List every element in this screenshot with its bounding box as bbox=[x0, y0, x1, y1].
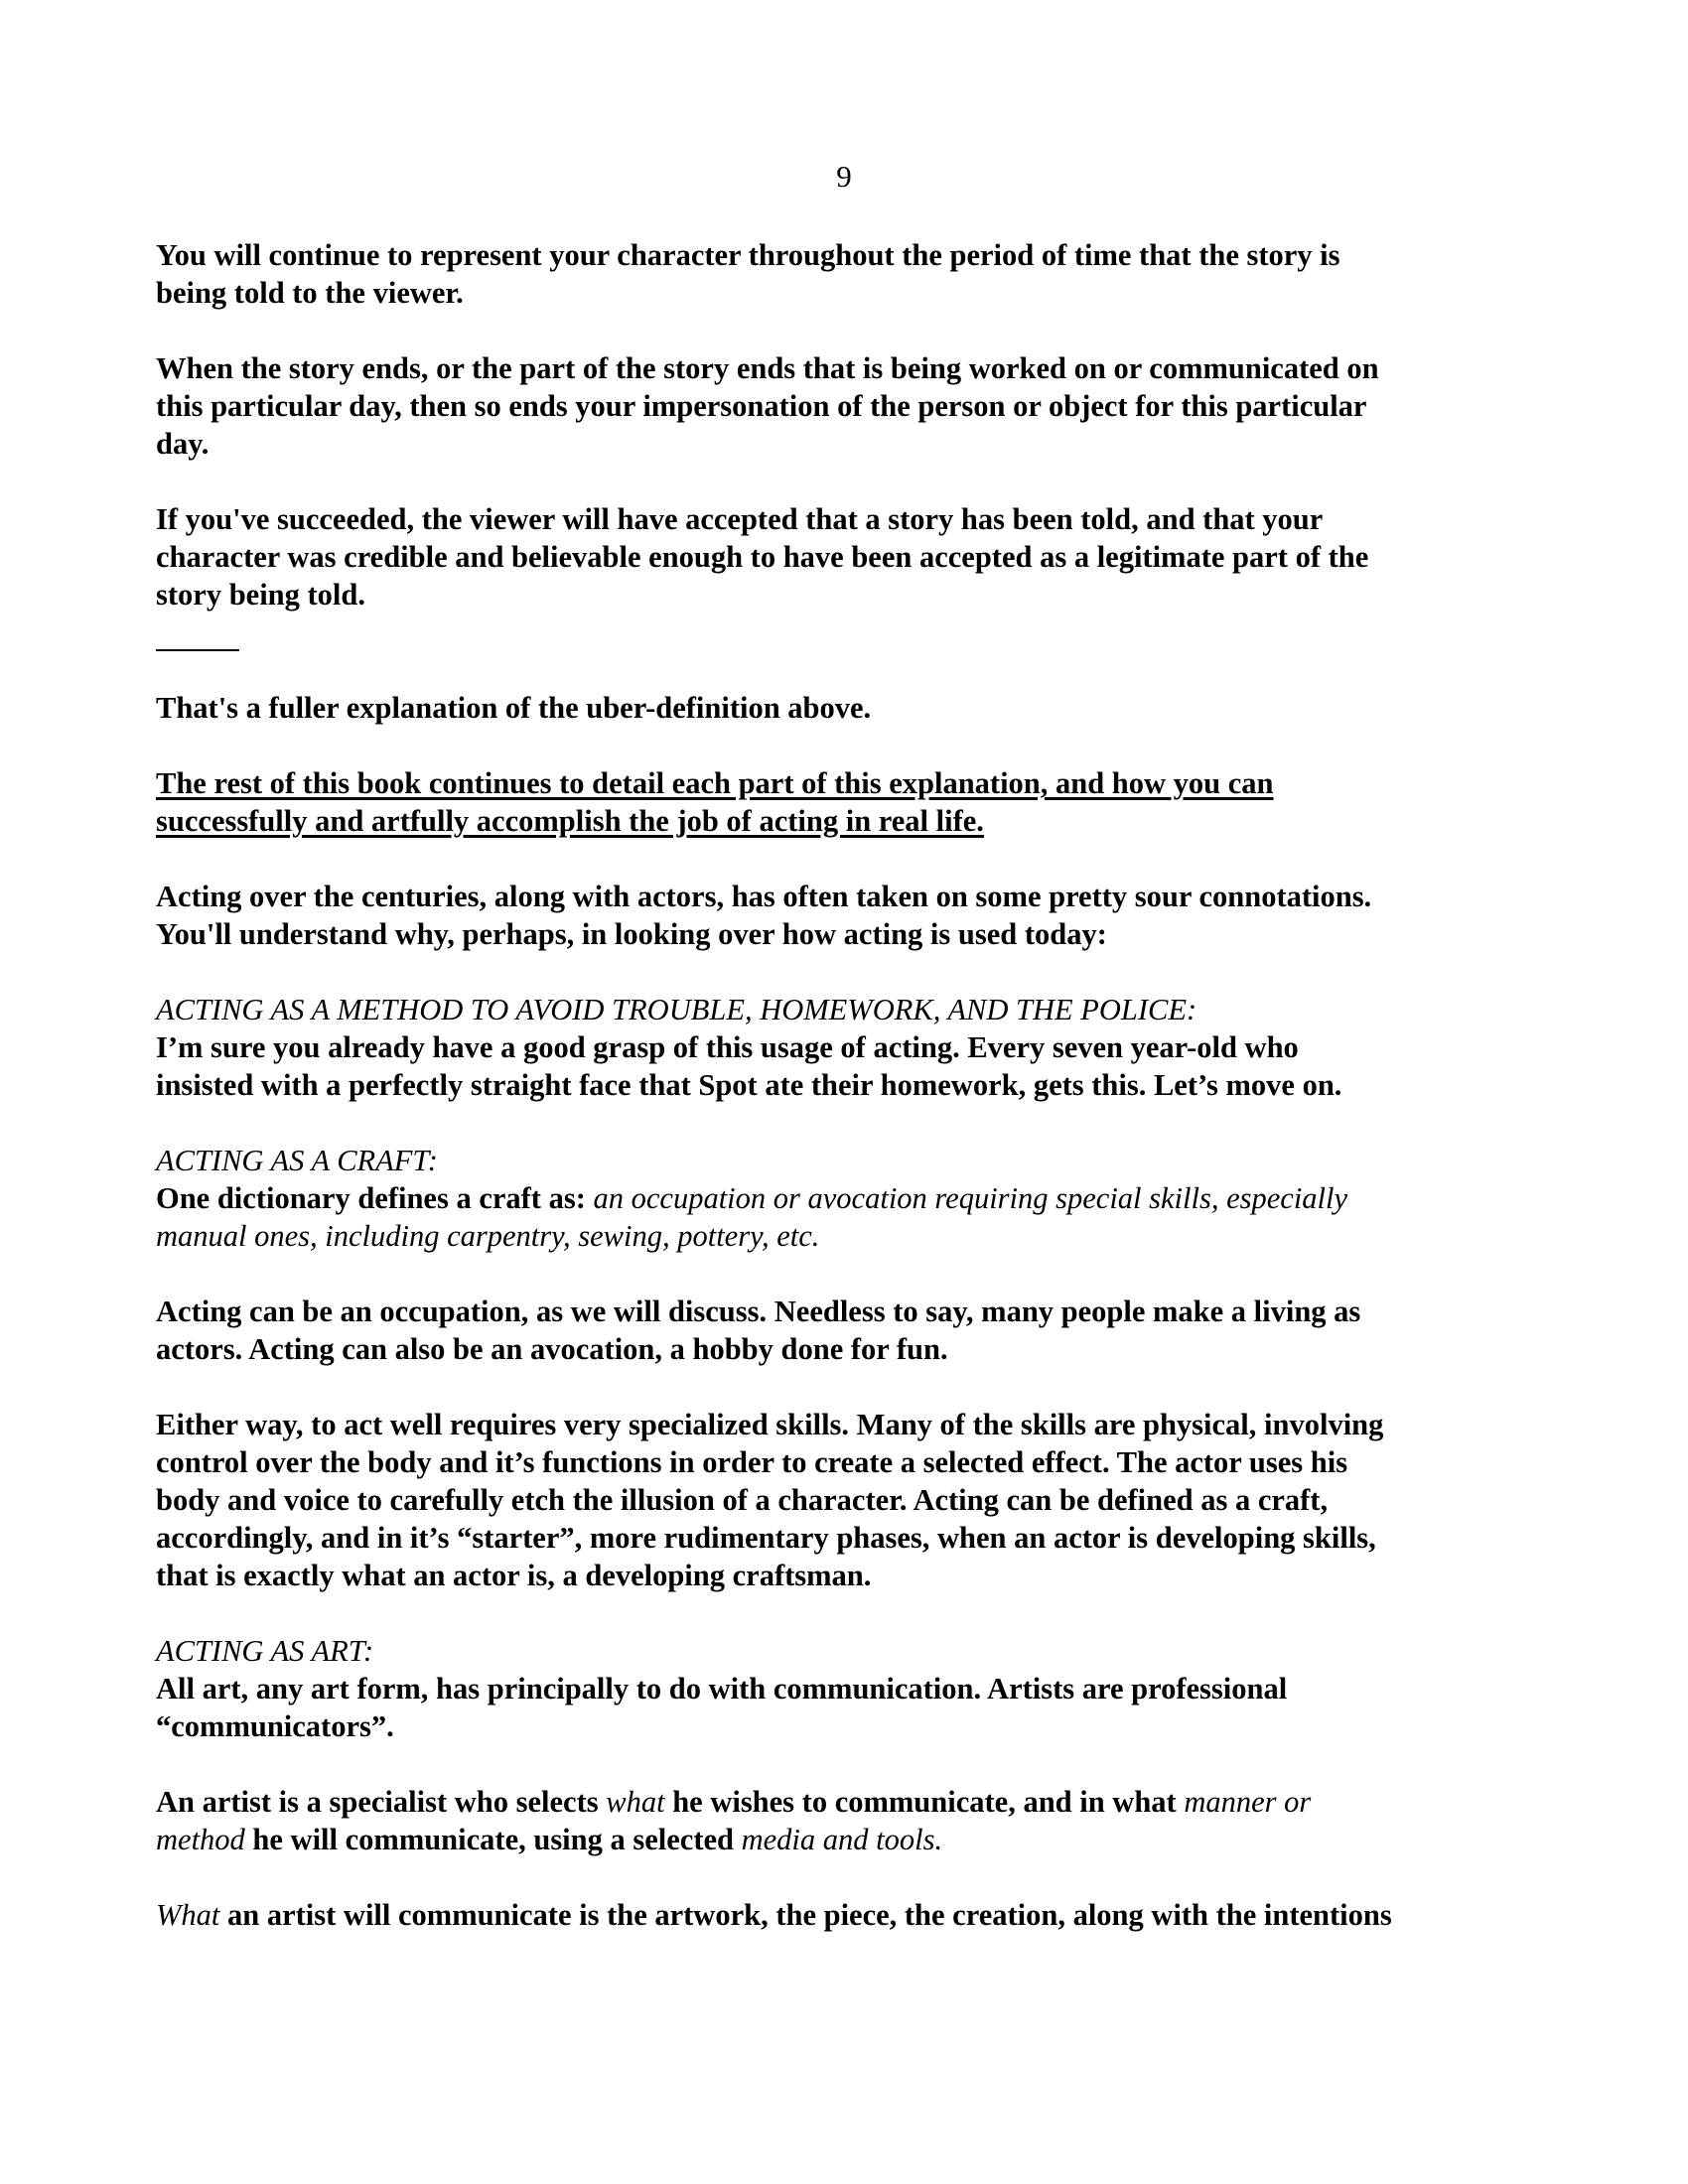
italic-text-run: method bbox=[156, 1823, 245, 1856]
paragraph-line bbox=[156, 1896, 1392, 1934]
paragraph-line: That's a fuller explanation of the uber-definition above. bbox=[156, 691, 872, 725]
paragraph-line: actors. Acting can also be an avocation, a hobby done for fun. bbox=[156, 1332, 948, 1366]
paragraph-line: story being told. bbox=[156, 578, 365, 612]
text-run: an artist will communicate is the artwork, the piece, the creation, along with the intentions bbox=[219, 1898, 1392, 1932]
underlined-line: successfully and artfully accomplish the job of acting in real life. bbox=[156, 804, 984, 838]
italic-text-run: what bbox=[606, 1785, 665, 1819]
paragraph-line: this particular day, then so ends your impersonation of the person or object for this particular bbox=[156, 389, 1367, 423]
italic-text-run: media and tools. bbox=[741, 1823, 943, 1856]
section-heading: ACTING AS A METHOD TO AVOID TROUBLE, HOMEWORK, AND THE POLICE: bbox=[156, 993, 1197, 1026]
paragraph-line: I’m sure you already have a good grasp of this usage of acting. Every seven year-old who bbox=[156, 1030, 1299, 1064]
paragraph-line: Acting can be an occupation, as we will discuss. Needless to say, many people make a living as bbox=[156, 1295, 1361, 1328]
text-run: he wishes to communicate, and in what bbox=[664, 1785, 1185, 1819]
paragraph-line: insisted with a perfectly straight face that Spot ate their homework, gets this. Let’s move on. bbox=[156, 1068, 1342, 1102]
paragraph-line: When the story ends, or the part of the story ends that is being worked on or communicated on bbox=[156, 351, 1379, 385]
paragraph-line: You'll understand why, perhaps, in looking over how acting is used today: bbox=[156, 917, 1107, 951]
section-heading: ACTING AS ART: bbox=[156, 1634, 374, 1668]
paragraph-line: day. bbox=[156, 427, 210, 461]
page-number: 9 bbox=[836, 159, 852, 194]
section-heading: ACTING AS A CRAFT: bbox=[156, 1144, 438, 1177]
paragraph-line: “communicators”. bbox=[156, 1709, 394, 1743]
italic-text-run: manner or bbox=[1184, 1785, 1312, 1819]
paragraph-line: being told to the viewer. bbox=[156, 276, 464, 310]
paragraph-line: If you've succeeded, the viewer will have accepted that a story has been told, and that your bbox=[156, 502, 1324, 536]
paragraph-line: accordingly, and in it’s “starter”, more rudimentary phases, when an actor is developing skills, bbox=[156, 1521, 1376, 1555]
italic-line: manual ones, including carpentry, sewing, pottery, etc. bbox=[156, 1219, 820, 1253]
paragraph-line bbox=[156, 1821, 942, 1858]
text-run: An artist is a specialist who selects bbox=[156, 1785, 607, 1819]
paragraph-line: Either way, to act well requires very specialized skills. Many of the skills are physical, involving bbox=[156, 1408, 1384, 1441]
text-run: he will communicate, using a selected bbox=[244, 1823, 742, 1856]
paragraph-line bbox=[156, 1783, 1311, 1821]
separator-rule bbox=[156, 649, 239, 651]
paragraph-line: character was credible and believable enough to have been accepted as a legitimate part of the bbox=[156, 540, 1369, 574]
italic-text-run: an occupation or avocation requiring special skills, especially bbox=[593, 1181, 1348, 1215]
paragraph-line: that is exactly what an actor is, a developing craftsman. bbox=[156, 1559, 872, 1592]
italic-text-run: What bbox=[156, 1898, 220, 1932]
text-run: One dictionary defines a craft as: bbox=[156, 1181, 594, 1215]
paragraph-line: body and voice to carefully etch the illusion of a character. Acting can be defined as a craft, bbox=[156, 1483, 1329, 1517]
paragraph-line bbox=[156, 1179, 1347, 1217]
paragraph-line: control over the body and it’s functions in order to create a selected effect. The actor uses his bbox=[156, 1445, 1348, 1479]
paragraph-line: All art, any art form, has principally to do with communication. Artists are professional bbox=[156, 1672, 1288, 1706]
paragraph-line: You will continue to represent your character throughout the period of time that the story is bbox=[156, 238, 1340, 272]
underlined-line: The rest of this book continues to detail each part of this explanation, and how you can bbox=[156, 766, 1274, 800]
paragraph-line: Acting over the centuries, along with actors, has often taken on some pretty sour connotations. bbox=[156, 880, 1372, 913]
